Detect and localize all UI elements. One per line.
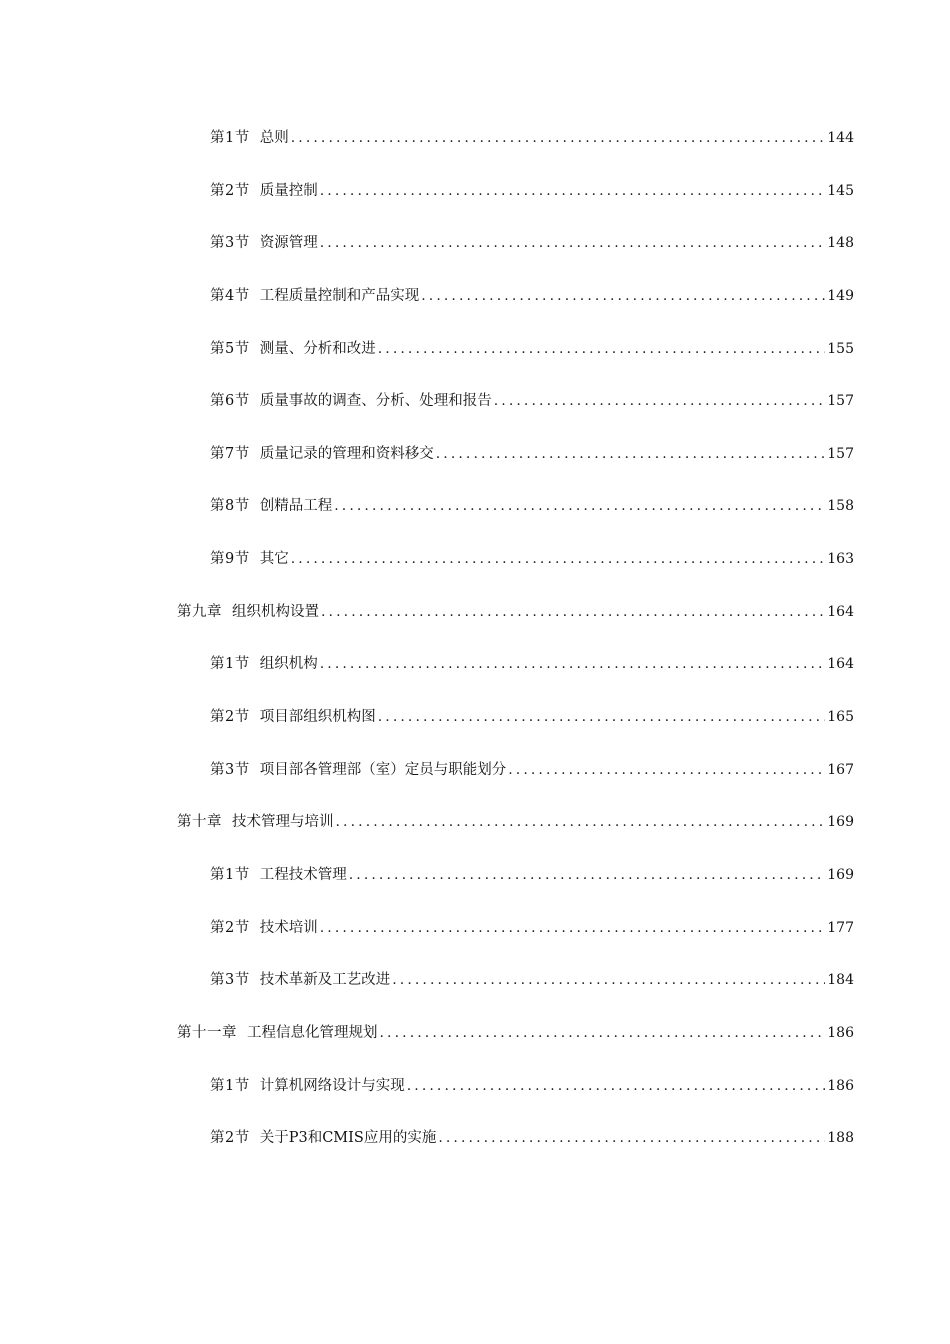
toc-section-entry[interactable]: [0, 703, 950, 756]
toc-section-entry[interactable]: [0, 1072, 950, 1125]
dot-leader: [318, 177, 826, 205]
toc-page-number: 164: [827, 603, 854, 620]
toc-entry-title: 技术革新及工艺改进: [259, 972, 391, 989]
toc-page-number: 163: [827, 551, 854, 568]
toc-section-entry[interactable]: [0, 282, 950, 335]
toc-entry-text: [210, 124, 289, 152]
toc-entry-text: [177, 1019, 378, 1047]
toc-page-number: 186: [827, 1024, 854, 1041]
toc-entry-text: [210, 282, 419, 310]
toc-entry-text: [210, 1072, 405, 1100]
dot-leader: [318, 914, 826, 942]
toc-entry-title: 关于P3和CMIS应用的实施: [259, 1130, 437, 1147]
toc-entry-label: 第1节: [210, 1077, 250, 1094]
toc-entry-label: 第2节: [210, 919, 250, 936]
dot-leader: [319, 598, 825, 626]
dot-leader: [405, 1072, 826, 1100]
toc-entry-title: 组织机构: [259, 656, 318, 673]
toc-page-number: 186: [827, 1077, 854, 1094]
toc-entry-text: [210, 335, 376, 363]
toc-section-entry[interactable]: [0, 966, 950, 1019]
toc-entry-title: 技术管理与培训: [232, 814, 334, 831]
toc-entry-title: 计算机网络设计与实现: [259, 1077, 405, 1094]
toc-entry-title: 测量、分析和改进: [259, 340, 376, 357]
toc-entry-title: 创精品工程: [259, 498, 333, 515]
toc-entry-title: 资源管理: [259, 235, 318, 252]
dot-leader: [376, 335, 826, 363]
table-of-contents: [0, 124, 950, 1177]
toc-entry-text: [210, 703, 376, 731]
toc-page-number: 167: [827, 761, 854, 778]
dot-leader: [332, 492, 825, 520]
toc-section-entry[interactable]: [0, 440, 950, 493]
toc-page-number: 169: [827, 866, 854, 883]
toc-chapter-entry[interactable]: [0, 598, 950, 651]
toc-entry-title: 组织机构设置: [232, 603, 319, 620]
toc-entry-label: 第6节: [210, 393, 250, 410]
toc-entry-text: [210, 966, 390, 994]
dot-leader: [318, 229, 826, 257]
dot-leader: [289, 124, 826, 152]
toc-page-number: 158: [827, 498, 854, 515]
toc-entry-text: [210, 387, 492, 415]
toc-entry-title: 技术培训: [259, 919, 318, 936]
toc-section-entry[interactable]: [0, 545, 950, 598]
toc-entry-label: 第5节: [210, 340, 250, 357]
toc-section-entry[interactable]: [0, 177, 950, 230]
toc-entry-label: 第2节: [210, 1130, 250, 1147]
toc-page-number: 155: [827, 340, 854, 357]
toc-entry-label: 第3节: [210, 972, 250, 989]
toc-page-number: 177: [827, 919, 854, 936]
toc-page-number: 165: [827, 709, 854, 726]
toc-entry-title: 项目部组织机构图: [259, 709, 376, 726]
toc-entry-title: 总则: [259, 130, 289, 146]
toc-section-entry[interactable]: [0, 387, 950, 440]
toc-entry-text: [177, 808, 334, 836]
toc-page-number: 164: [827, 656, 854, 673]
toc-section-entry[interactable]: [0, 1124, 950, 1177]
toc-page-number: 144: [827, 130, 854, 146]
toc-entry-title: 其它: [259, 551, 289, 568]
toc-entry-text: [210, 650, 318, 678]
toc-entry-title: 质量记录的管理和资料移交: [259, 445, 434, 462]
toc-page-number: 157: [827, 445, 854, 462]
toc-page-number: 149: [827, 287, 854, 304]
toc-entry-label: 第7节: [210, 445, 250, 462]
dot-leader: [419, 282, 825, 310]
toc-page-number: 145: [827, 182, 854, 199]
toc-page-number: 148: [827, 235, 854, 252]
dot-leader: [376, 703, 826, 731]
dot-leader: [434, 440, 826, 468]
toc-entry-label: 第9节: [210, 551, 250, 568]
dot-leader: [378, 1019, 826, 1047]
toc-entry-text: [210, 861, 347, 889]
toc-entry-text: [210, 440, 434, 468]
toc-entry-title: 工程信息化管理规划: [247, 1024, 378, 1041]
toc-section-entry[interactable]: [0, 650, 950, 703]
toc-entry-label: 第2节: [210, 709, 250, 726]
dot-leader: [390, 966, 825, 994]
dot-leader: [436, 1124, 825, 1152]
toc-chapter-entry[interactable]: [0, 1019, 950, 1072]
toc-entry-text: [177, 598, 319, 626]
toc-entry-text: [210, 229, 318, 257]
dot-leader: [318, 650, 826, 678]
toc-section-entry[interactable]: [0, 124, 950, 177]
dot-leader: [506, 756, 825, 784]
toc-entry-title: 工程技术管理: [259, 866, 347, 883]
toc-entry-label: 第8节: [210, 498, 250, 515]
toc-entry-label: 第2节: [210, 182, 250, 199]
toc-entry-label: 第3节: [210, 761, 250, 778]
toc-entry-label: 第3节: [210, 235, 250, 252]
dot-leader: [347, 861, 826, 889]
toc-entry-title: 质量控制: [259, 182, 318, 199]
dot-leader: [334, 808, 826, 836]
toc-entry-text: [210, 1124, 436, 1152]
toc-entry-text: [210, 914, 318, 942]
dot-leader: [492, 387, 826, 415]
toc-section-entry[interactable]: [0, 914, 950, 967]
toc-entry-title: 质量事故的调查、分析、处理和报告: [259, 393, 492, 410]
toc-section-entry[interactable]: [0, 229, 950, 282]
toc-entry-text: [210, 545, 289, 573]
toc-entry-label: 第1节: [210, 130, 250, 146]
toc-page-number: 184: [827, 972, 854, 989]
toc-entry-title: 项目部各管理部（室）定员与职能划分: [259, 761, 507, 778]
toc-entry-label: 第1节: [210, 656, 250, 673]
toc-entry-label: 第1节: [210, 866, 250, 883]
toc-entry-title: 工程质量控制和产品实现: [259, 287, 420, 304]
toc-entry-label: 第4节: [210, 287, 250, 304]
toc-section-entry[interactable]: [0, 756, 950, 809]
dot-leader: [289, 545, 826, 573]
toc-page-number: 169: [827, 814, 854, 831]
toc-chapter-entry[interactable]: [0, 808, 950, 861]
toc-section-entry[interactable]: [0, 335, 950, 388]
toc-section-entry[interactable]: [0, 861, 950, 914]
toc-section-entry[interactable]: [0, 492, 950, 545]
toc-entry-text: [210, 177, 318, 205]
toc-page-number: 157: [827, 393, 854, 410]
toc-page-number: 188: [827, 1130, 854, 1147]
toc-entry-text: [210, 756, 506, 784]
toc-entry-label: 第九章: [177, 603, 222, 620]
toc-entry-label: 第十章: [177, 814, 222, 831]
toc-entry-text: [210, 492, 332, 520]
toc-entry-label: 第十一章: [177, 1024, 237, 1041]
